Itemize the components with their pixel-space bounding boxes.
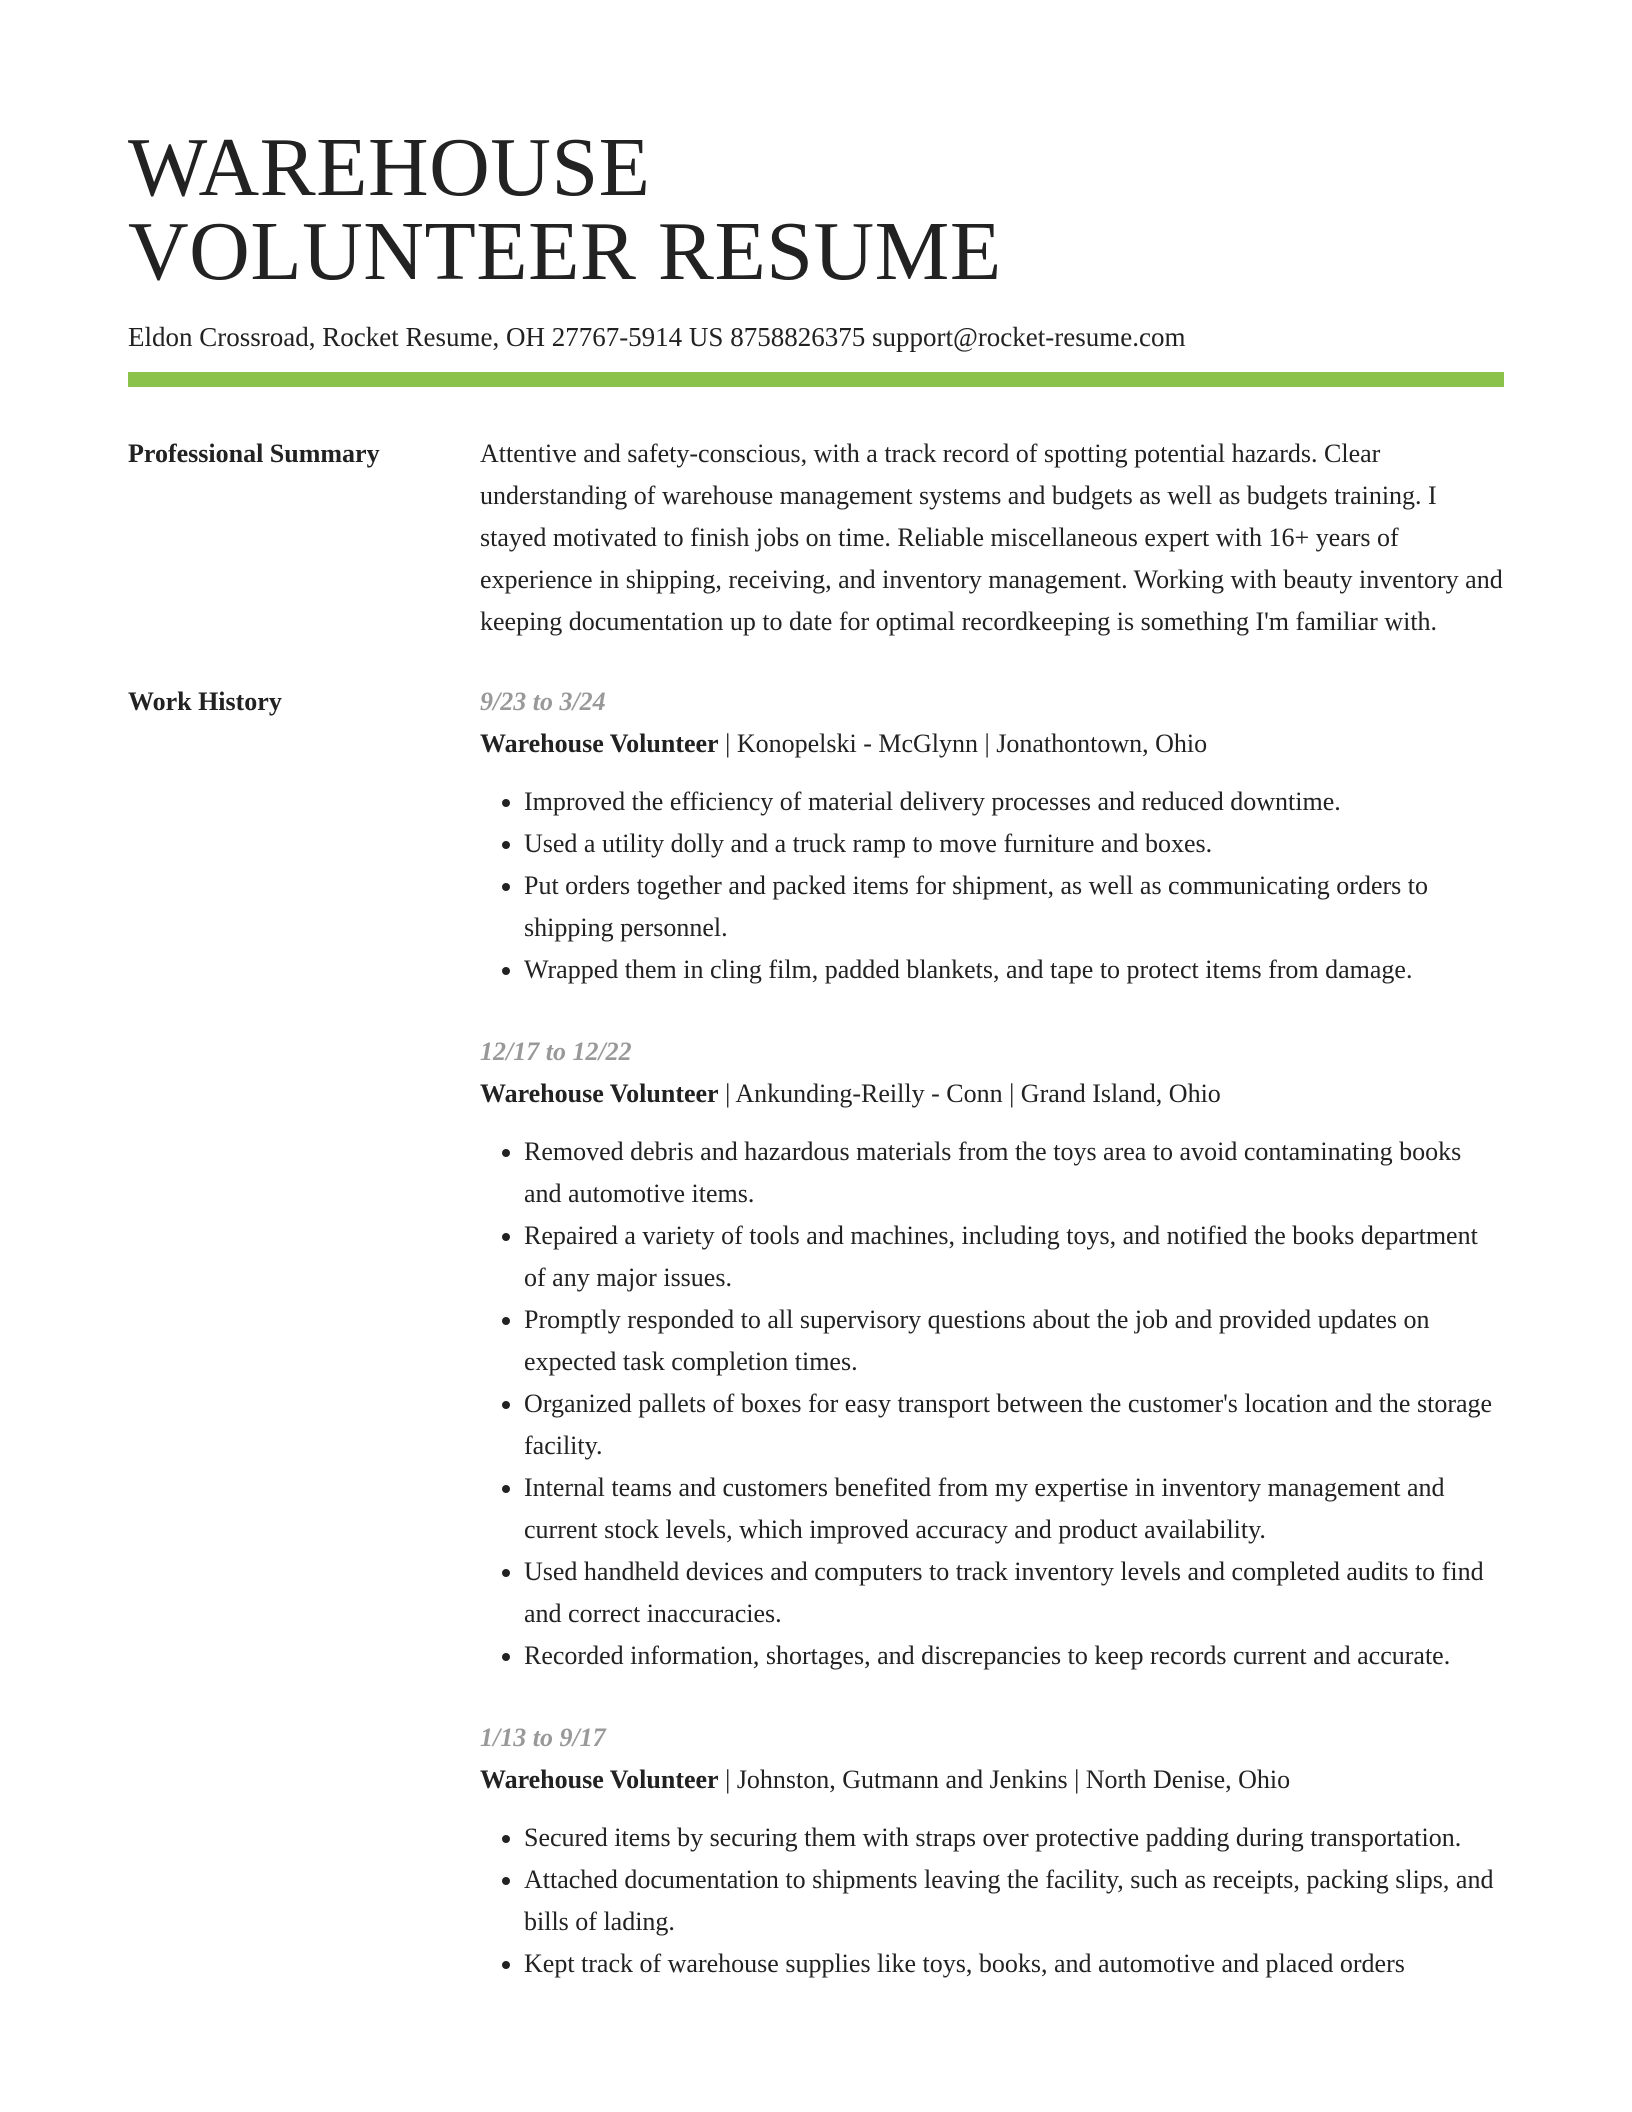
summary-heading: Professional Summary xyxy=(128,439,380,468)
job-bullets xyxy=(480,1131,1504,1677)
job-bullet: • Organized pallets of boxes for easy transport between the customer's location and the storage facility. xyxy=(524,1383,1504,1467)
job-bullet: • Improved the efficiency of material delivery processes and reduced downtime. xyxy=(524,781,1504,823)
summary-text: Attentive and safety-conscious, with a track record of spotting potential hazards. Clear understanding of warehouse management systems and budgets as well as budgets training. I stayed motivated to finish jobs on time. Reliable miscellaneous expert with 16+ years of experience in shipping, receiving, and inventory management. Working with beauty inventory and keeping documentation up to date for optimal recordkeeping is something I'm familiar with. xyxy=(480,439,1503,636)
job-bullet: • Promptly responded to all supervisory questions about the job and provided updates on expected task completion times. xyxy=(524,1299,1504,1383)
job-employer-location: | Ankunding-Reilly - Conn | Grand Island, Ohio xyxy=(718,1079,1221,1108)
work-history-heading: Work History xyxy=(128,687,282,716)
job-bullet: • Kept track of warehouse supplies like toys, books, and automotive and placed orders xyxy=(524,1943,1504,1985)
job-bullet: • Secured items by securing them with straps over protective padding during transportation. xyxy=(524,1817,1504,1859)
title-line-2: VOLUNTEER RESUME xyxy=(128,205,1002,298)
resume-page xyxy=(128,0,1504,2025)
job-heading xyxy=(480,1073,1504,1115)
job-dates: 1/13 to 9/17 xyxy=(480,1723,606,1752)
job-bullet: • Repaired a variety of tools and machines, including toys, and notified the books department of any major issues. xyxy=(524,1215,1504,1299)
job-bullet: • Recorded information, shortages, and discrepancies to keep records current and accurate. xyxy=(524,1635,1504,1677)
summary-section xyxy=(128,433,1504,643)
job-title: Warehouse Volunteer xyxy=(480,729,719,758)
job-dates: 9/23 to 3/24 xyxy=(480,687,606,716)
job-entry xyxy=(480,1717,1504,1985)
job-heading xyxy=(480,1759,1504,1801)
job-bullets xyxy=(480,1817,1504,1985)
job-dates: 12/17 to 12/22 xyxy=(480,1037,632,1066)
job-title: Warehouse Volunteer xyxy=(480,1079,719,1108)
job-entry xyxy=(480,1031,1504,1677)
job-bullet: • Removed debris and hazardous materials from the toys area to avoid contaminating books and automotive items. xyxy=(524,1131,1504,1215)
job-bullet: • Put orders together and packed items for shipment, as well as communicating orders to shipping personnel. xyxy=(524,865,1504,949)
job-entry xyxy=(480,681,1504,991)
work-history-section xyxy=(128,681,1504,2025)
job-title: Warehouse Volunteer xyxy=(480,1765,719,1794)
resume-title xyxy=(128,0,1504,298)
title-line-1: WAREHOUSE xyxy=(128,121,651,214)
job-bullet: • Internal teams and customers benefited from my expertise in inventory management and current stock levels, which improved accuracy and product availability. xyxy=(524,1467,1504,1551)
job-bullet: • Used a utility dolly and a truck ramp to move furniture and boxes. xyxy=(524,823,1504,865)
contact-info: Eldon Crossroad, Rocket Resume, OH 27767-5914 US 8758826375 support@rocket-resume.com xyxy=(128,322,1186,352)
job-list xyxy=(480,681,1504,2025)
job-bullet: • Wrapped them in cling film, padded blankets, and tape to protect items from damage. xyxy=(524,949,1504,991)
job-bullets xyxy=(480,781,1504,991)
accent-divider xyxy=(128,372,1504,387)
job-bullet: • Used handheld devices and computers to track inventory levels and completed audits to find and correct inaccuracies. xyxy=(524,1551,1504,1635)
job-heading xyxy=(480,723,1504,765)
job-bullet: • Attached documentation to shipments leaving the facility, such as receipts, packing slips, and bills of lading. xyxy=(524,1859,1504,1943)
job-employer-location: | Johnston, Gutmann and Jenkins | North Denise, Ohio xyxy=(718,1765,1291,1794)
job-employer-location: | Konopelski - McGlynn | Jonathontown, Ohio xyxy=(718,729,1208,758)
